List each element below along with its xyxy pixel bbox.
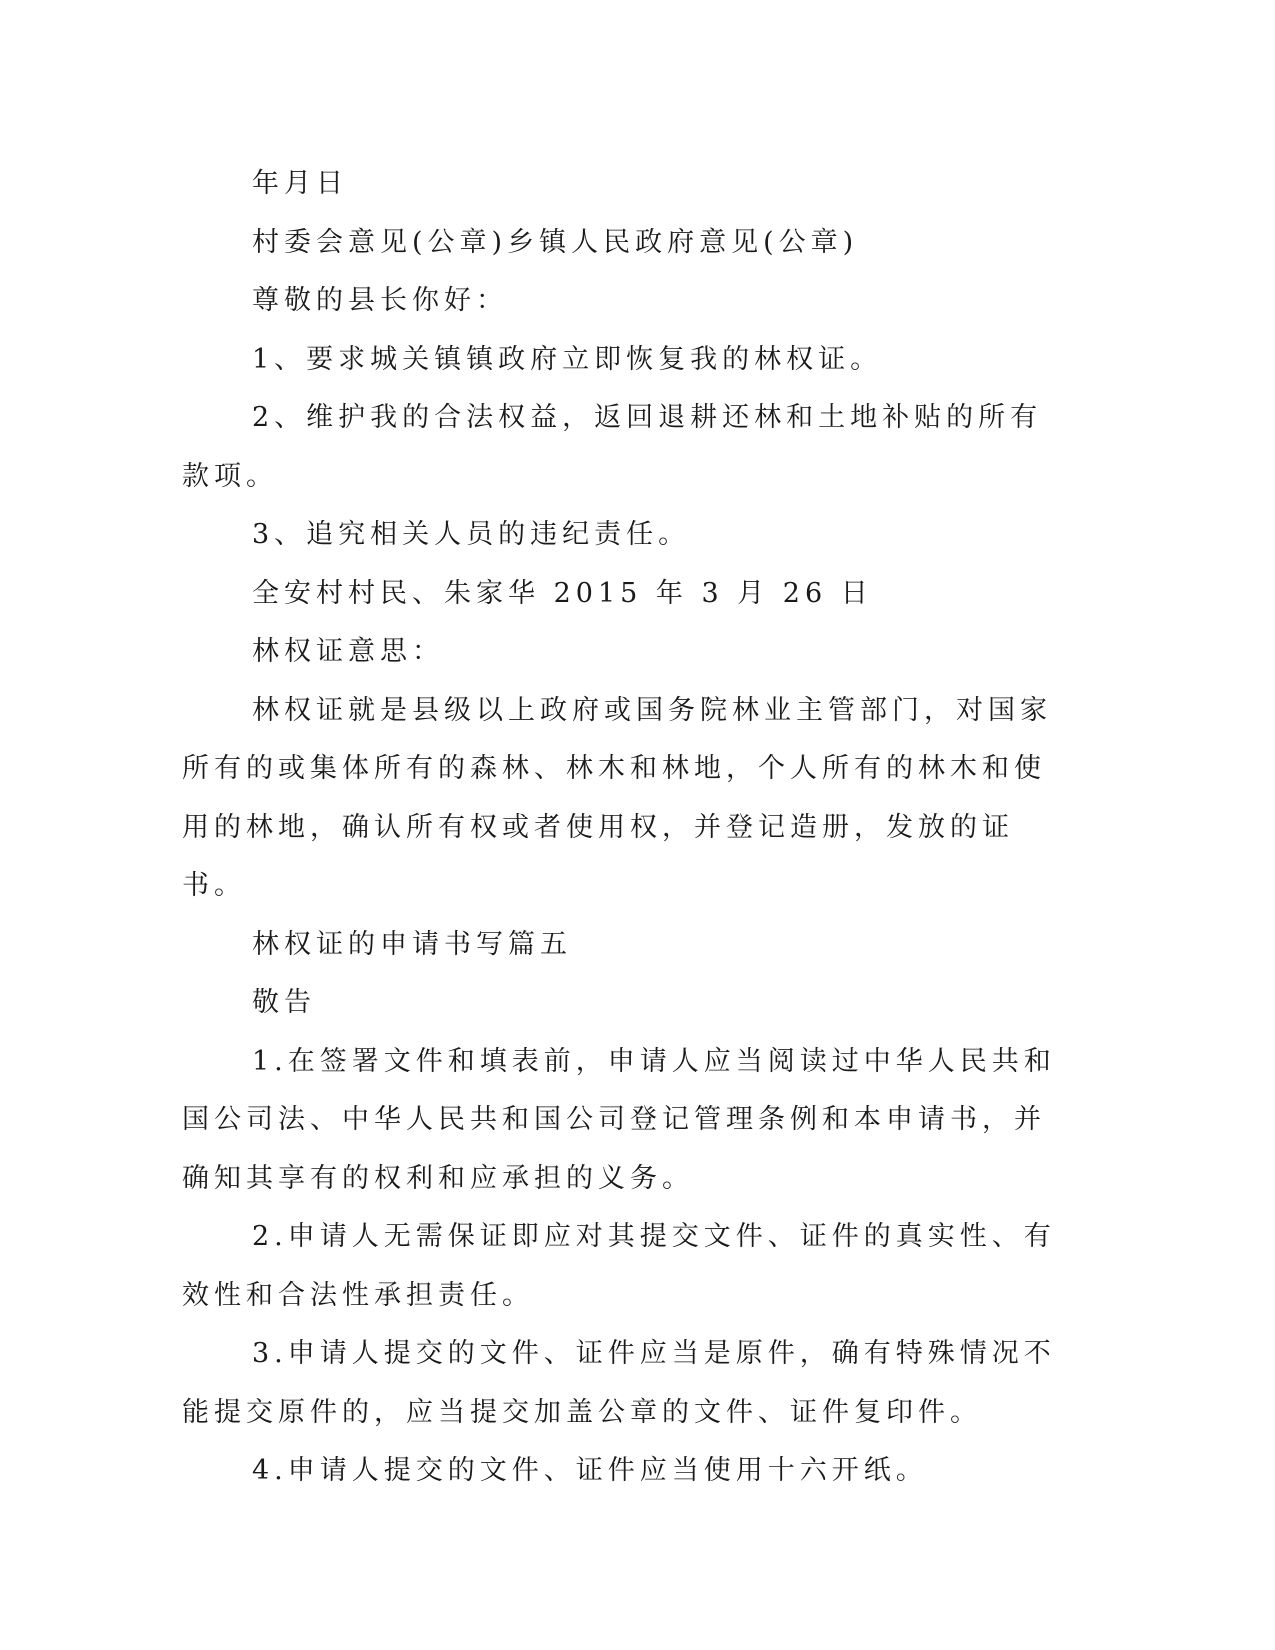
salutation: 尊敬的县长你好：: [252, 285, 508, 316]
document-page: [182, 155, 1072, 1501]
date-placeholder-line: 年月日: [252, 168, 348, 199]
request-item-1: 1、要求城关镇镇政府立即恢复我的林权证。: [252, 343, 883, 375]
notice-item-2: 2.申请人无需保证即应对其提交文件、证件的真实性、有效性和合法性承担责任。: [182, 1221, 1056, 1311]
notice-item-4: 4.申请人提交的文件、证件应当使用十六开纸。: [252, 1455, 928, 1486]
notice-heading: 敬告: [252, 987, 316, 1018]
seal-opinion-line: 村委会意见(公章)乡镇人民政府意见(公章): [252, 226, 859, 258]
signature-date-line: 全安村村民、朱家华 2015 年 3 月 26 日: [252, 577, 873, 609]
notice-item-1: 1.在签署文件和填表前，申请人应当阅读过中华人民共和国公司法、中华人民共和国公司登记管理条例和本申请书，并确知其享有的权利和应承担的义务。: [182, 1045, 1056, 1194]
notice-item-3: 3.申请人提交的文件、证件应当是原件，确有特殊情况不能提交原件的，应当提交加盖公章的文件、证件复印件。: [182, 1338, 1056, 1428]
request-item-2: 2、维护我的合法权益，返回退耕还林和土地补贴的所有款项。: [182, 402, 1043, 492]
definition-heading: 林权证意思：: [252, 636, 444, 667]
request-item-3: 3、追究相关人员的违纪责任。: [252, 519, 691, 550]
section-title: 林权证的申请书写篇五: [252, 928, 572, 960]
definition-paragraph: 林权证就是县级以上政府或国务院林业主管部门，对国家所有的或集体所有的森林、林木和林地，个人所有的林木和使用的林地，确认所有权或者使用权，并登记造册，发放的证书。: [182, 694, 1052, 901]
